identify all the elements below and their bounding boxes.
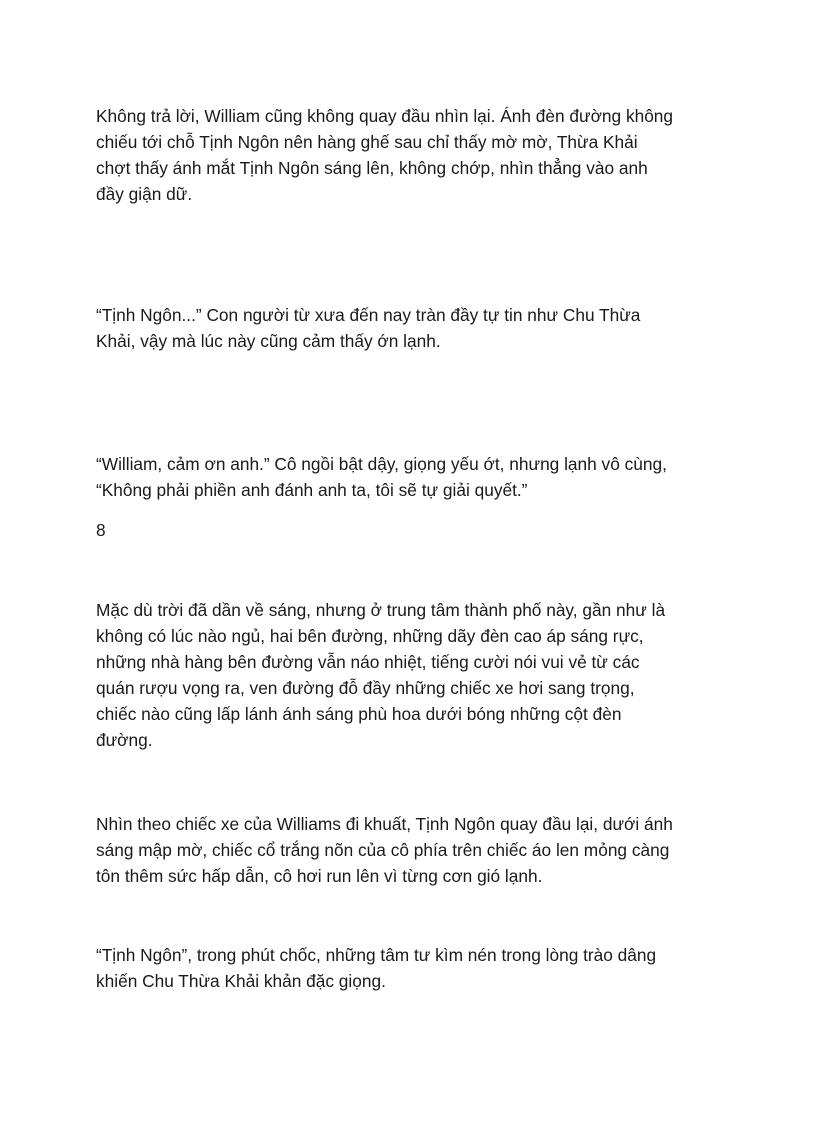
chapter-number: [96, 517, 726, 543]
text-line: khiến Chu Thừa Khải khản đặc giọng.: [96, 971, 386, 991]
text-line: sáng mập mờ, chiếc cổ trắng nõn của cô phía trên chiếc áo len mỏng càng: [96, 840, 670, 860]
text-line: đường.: [96, 730, 153, 750]
text-line: quán rượu vọng ra, ven đường đỗ đầy những chiếc xe hơi sang trọng,: [96, 678, 635, 698]
text-line: không có lúc nào ngủ, hai bên đường, những dãy đèn cao áp sáng rực,: [96, 626, 644, 646]
text-line: chợt thấy ánh mắt Tịnh Ngôn sáng lên, không chớp, nhìn thẳng vào anh: [96, 158, 648, 178]
text-line: “Tịnh Ngôn...” Con người từ xưa đến nay tràn đầy tự tin như Chu Thừa: [96, 305, 641, 325]
paragraph-6: [96, 942, 726, 994]
paragraph-3: [96, 451, 726, 503]
text-line: Nhìn theo chiếc xe của Williams đi khuất, Tịnh Ngôn quay đầu lại, dưới ánh: [96, 814, 673, 834]
text-line: chiếu tới chỗ Tịnh Ngôn nên hàng ghế sau chỉ thấy mờ mờ, Thừa Khải: [96, 132, 638, 152]
paragraph-4: [96, 597, 726, 753]
paragraph-2: [96, 302, 726, 354]
text-line: “Không phải phiền anh đánh anh ta, tôi sẽ tự giải quyết.”: [96, 480, 528, 500]
text-line: “Tịnh Ngôn”, trong phút chốc, những tâm tư kìm nén trong lòng trào dâng: [96, 945, 657, 965]
text-line: 8: [96, 520, 106, 540]
text-line: chiếc nào cũng lấp lánh ánh sáng phù hoa dưới bóng những cột đèn: [96, 704, 622, 724]
text-line: những nhà hàng bên đường vẫn náo nhiệt, tiếng cười nói vui vẻ từ các: [96, 652, 640, 672]
text-line: Mặc dù trời đã dần về sáng, nhưng ở trung tâm thành phố này, gần như là: [96, 600, 666, 620]
text-line: tôn thêm sức hấp dẫn, cô hơi run lên vì từng cơn gió lạnh.: [96, 866, 543, 886]
text-line: Khải, vậy mà lúc này cũng cảm thấy ớn lạnh.: [96, 331, 441, 351]
text-line: “William, cảm ơn anh.” Cô ngồi bật dậy, giọng yếu ớt, nhưng lạnh vô cùng,: [96, 454, 667, 474]
text-line: đầy giận dữ.: [96, 184, 193, 204]
text-line: Không trả lời, William cũng không quay đầu nhìn lại. Ánh đèn đường không: [96, 106, 674, 126]
paragraph-5: [96, 811, 726, 889]
paragraph-1: [96, 103, 726, 207]
